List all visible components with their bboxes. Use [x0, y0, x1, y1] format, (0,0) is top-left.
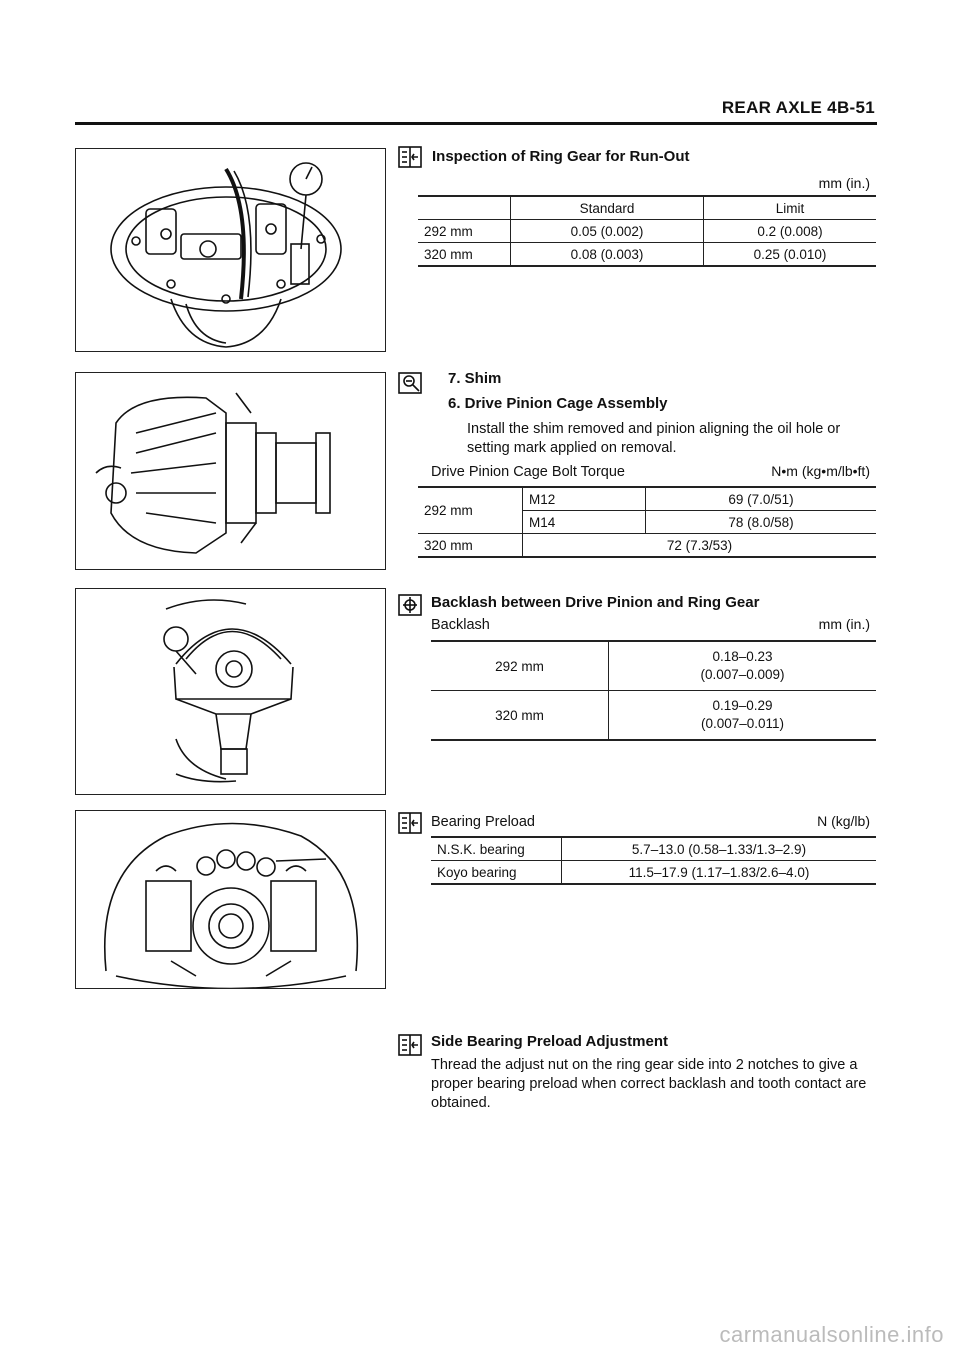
install-instructions: Install the shim removed and pinion aligning the oil hole or setting mark applied on removal.: [467, 421, 841, 456]
backlash-label: Backlash: [431, 617, 490, 633]
table-row: 292 mm 0.18–0.23 (0.007–0.009): [431, 641, 876, 691]
table-row: 292 mm M12 69 (7.0/51): [418, 487, 876, 511]
bearing-preload-table: [431, 836, 876, 885]
table-row: N.S.K. bearing 5.7–13.0 (0.58–1.33/1.3–2.9): [431, 837, 876, 861]
torque-table: [418, 486, 876, 558]
inspect-icon: [398, 146, 422, 168]
bearing-preload-illustration: [76, 811, 385, 988]
item-drive-pinion-cage: 6. Drive Pinion Cage Assembly: [448, 395, 668, 412]
inspect-icon: [398, 1034, 422, 1056]
table-row: M14 78 (8.0/58): [418, 511, 876, 534]
inspect-icon: [398, 812, 422, 834]
ring-gear-illustration: [76, 149, 385, 351]
figure-ring-gear-dial-gauge: [75, 148, 386, 352]
section-title-run-out: Inspection of Ring Gear for Run-Out: [432, 148, 690, 165]
section-title-side-bearing: Side Bearing Preload Adjustment: [431, 1033, 668, 1050]
bearing-preload-unit: N (kg/lb): [817, 813, 870, 829]
page-header: [75, 98, 877, 125]
section-title-backlash: Backlash between Drive Pinion and Ring Gear: [431, 594, 760, 611]
table-row: 320 mm 0.08 (0.003) 0.25 (0.010): [418, 243, 876, 267]
col-limit: Limit: [704, 196, 877, 220]
table-row: 320 mm 72 (7.3/53): [418, 534, 876, 558]
torque-unit: N•m (kg•m/lb•ft): [771, 463, 870, 479]
run-out-unit: mm (in.): [818, 175, 870, 191]
pinion-cage-illustration: [76, 373, 385, 569]
table-header-row: [418, 196, 876, 220]
figure-bearing-preload: [75, 810, 386, 989]
torque-label: Drive Pinion Cage Bolt Torque: [431, 464, 625, 480]
table-row: 320 mm 0.19–0.29 (0.007–0.011): [431, 691, 876, 741]
item-shim: 7. Shim: [448, 370, 502, 387]
bearing-preload-label: Bearing Preload: [431, 814, 535, 830]
table-row: 292 mm 0.05 (0.002) 0.2 (0.008): [418, 220, 876, 243]
side-bearing-instructions: Thread the adjust nut on the ring gear side into 2 notches to give a proper bearing preload when correct backlash and tooth contact are obtained.: [431, 1057, 867, 1111]
adjust-icon: [398, 594, 422, 616]
backlash-unit: mm (in.): [818, 616, 870, 632]
install-icon: [398, 372, 422, 394]
backlash-table: [431, 640, 876, 741]
col-standard: Standard: [511, 196, 704, 220]
run-out-table: [418, 195, 876, 267]
backlash-illustration: [76, 589, 385, 794]
table-row: Koyo bearing 11.5–17.9 (1.17–1.83/2.6–4.0): [431, 861, 876, 885]
figure-drive-pinion-cage: [75, 372, 386, 570]
watermark: carmanualsonline.info: [719, 1322, 944, 1347]
figure-backlash-measurement: [75, 588, 386, 795]
page-title: REAR AXLE 4B-51: [721, 98, 875, 117]
